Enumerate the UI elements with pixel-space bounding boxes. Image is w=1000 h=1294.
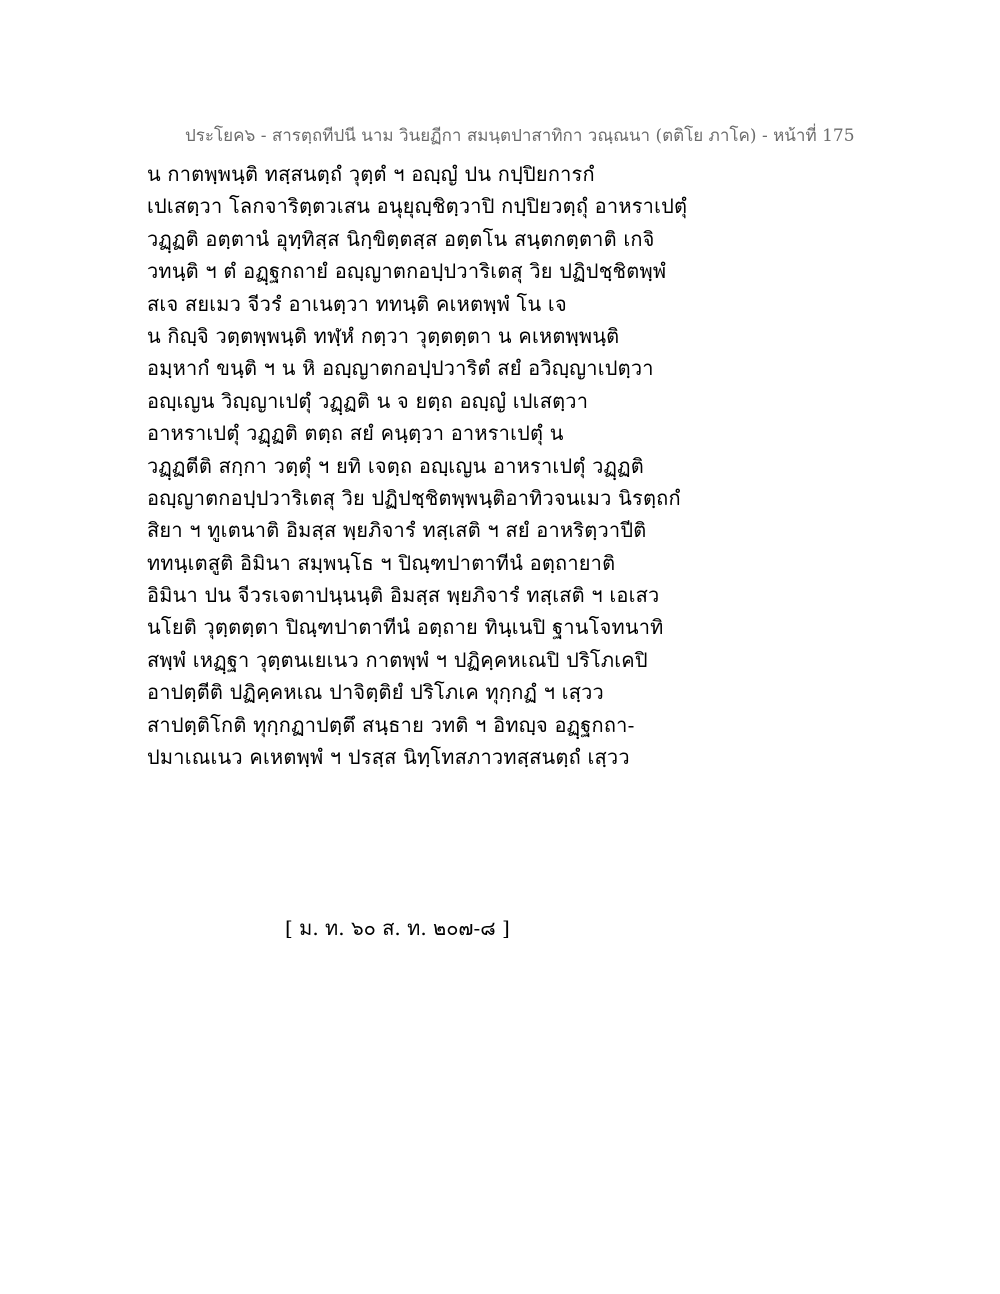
body-text: [147, 158, 707, 773]
text-line: วฏฺฏตีติ สกฺกา วตฺตุํ ฯ ยทิ เจตฺถ อญฺเญน อาหราเปตุํ วฏฺฏติ: [147, 453, 644, 478]
source-reference: [ ม. ท. ๖๐ ส. ท. ๒๐๗-๘ ]: [285, 916, 510, 940]
text-line: อญฺญาตกอปฺปวาริเตสุ วิย ปฏิปชฺชิตพฺพนฺติอาทิวจนเมว นิรตฺถกํ: [147, 485, 681, 510]
text-line: น กิญฺจิ วตฺตพฺพนฺติ ทฬฺหํ กตฺวา วุตฺตตฺตา น คเหตพฺพนฺติ: [147, 323, 620, 348]
text-line: อาหราเปตุํ วฏฺฏติ ตตฺถ สยํ คนฺตฺวา อาหราเปตุํ น: [147, 421, 564, 446]
text-line: สเจ สยเมว จีวรํ อาเนตฺวา ททนฺติ คเหตพฺพํ โน เจ: [147, 291, 567, 316]
text-line: อิมินา ปน จีวรเจตาปนฺนนฺติ อิมสฺส พฺยภิจารํ ทสฺเสติ ฯ เอเสว: [147, 583, 660, 608]
text-line: นโยติ วุตฺตตฺตา ปิณฺฑปาตาทีนํ อตฺถาย ทินฺเนปิ ฐานโจทนาทิ: [147, 615, 664, 640]
text-line: อาปตฺตีติ ปฏิคฺคหเณ ปาจิตฺติยํ ปริโภเค ทุกฺกฏํ ฯ เสฺวว: [147, 680, 604, 705]
text-line: สิยา ฯ ทูเตนาติ อิมสฺส พฺยภิจารํ ทสฺเสติ ฯ สยํ อาหริตฺวาปีติ: [147, 518, 647, 543]
text-line: สาปตฺติโกติ ทุกฺกฏาปตฺตึ สนฺธาย วทติ ฯ อิทญฺจ อฏฺฐกถา-: [147, 712, 635, 737]
text-line: สพฺพํ เหฏฺฐา วุตฺตนเยเนว กาตพฺพํ ฯ ปฏิคฺคหเณปิ ปริโภเคปิ: [147, 647, 648, 672]
text-line: วทนฺติ ฯ ตํ อฏฺฐกถายํ อญฺญาตกอปฺปวาริเตสุ วิย ปฏิปชฺชิตพฺพํ: [147, 259, 667, 284]
text-line: อญฺเญน วิญฺญาเปตุํ วฏฺฏติ น จ ยตฺถ อญฺญํ เปเสตฺวา: [147, 388, 589, 413]
text-line: น กาตพฺพนฺติ ทสฺสนตฺถํ วุตฺตํ ฯ อญฺญํ ปน กปฺปิยการกํ: [147, 162, 595, 186]
text-line: อมฺหากํ ขนฺติ ฯ น หิ อญฺญาตกอปฺปวาริตํ สยํ อวิญฺญาเปตฺวา: [147, 356, 654, 381]
text-line: เปเสตฺวา โลกจาริตฺตวเสน อนุยุญฺชิตฺวาปิ กปฺปิยวตฺถุํ อาหราเปตุํ: [147, 194, 688, 219]
running-header: ประโยค๖ - สารตฺถทีปนี นาม วินยฏีกา สมนฺตปาสาทิกา วณฺณนา (ตติโย ภาโค) - หน้าที่ 175: [185, 126, 855, 146]
text-line: ปมาเณเนว คเหตพฺพํ ฯ ปรสฺส นิทฺโทสภาวทสฺสนตฺถํ เสฺวว: [147, 745, 630, 770]
text-line: วฏฺฏติ อตฺตานํ อุทฺทิสฺส นิกฺขิตฺตสฺส อตฺตโน สนฺตกตฺตาติ เกจิ: [147, 226, 655, 251]
text-line: ททนฺเตสูติ อิมินา สมฺพนฺโธ ฯ ปิณฺฑปาตาทีนํ อตฺถายาติ: [147, 550, 616, 575]
